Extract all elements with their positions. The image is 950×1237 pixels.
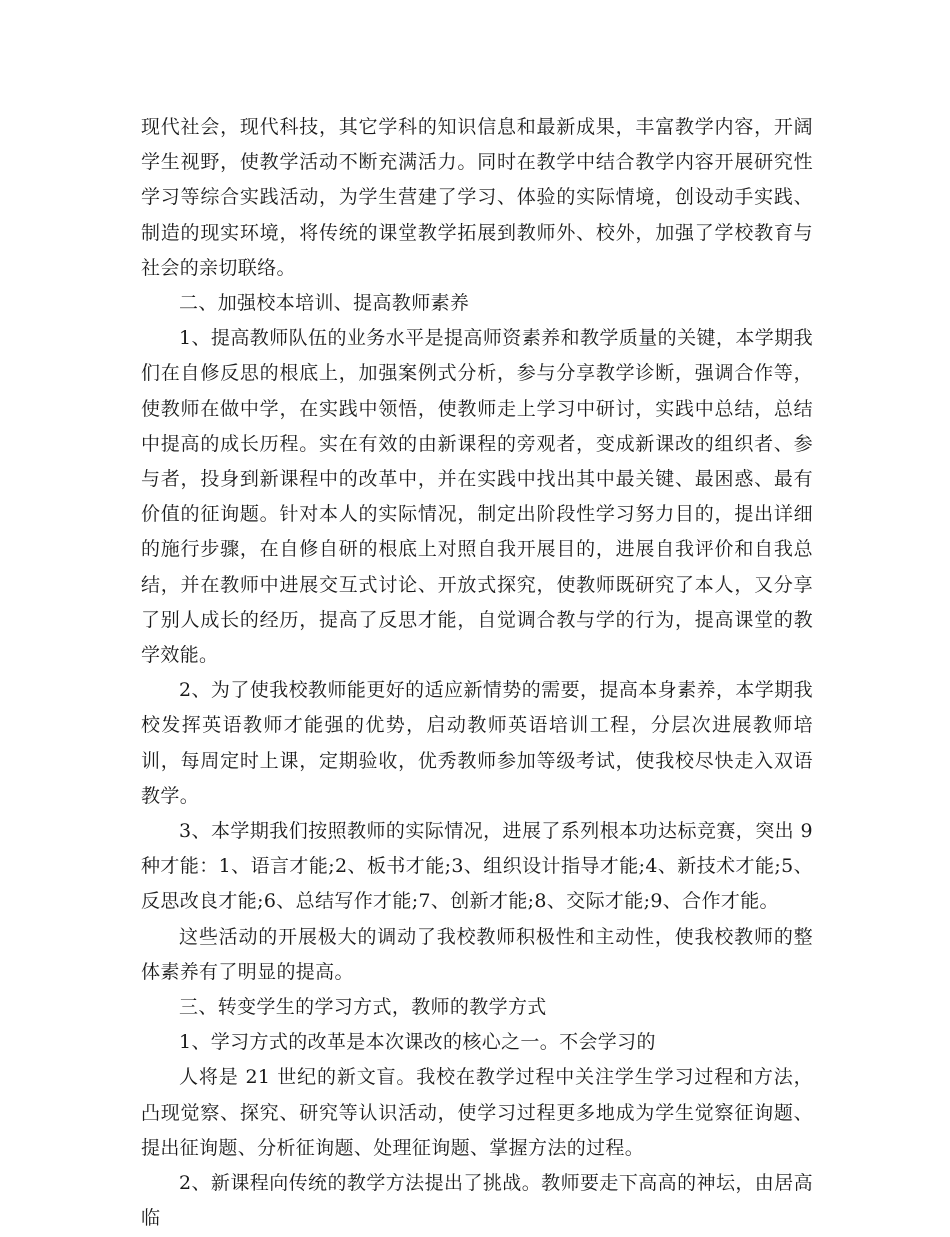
paragraph-item-3-skills-competition: 3、本学期我们按照教师的实际情况，进展了系列根本功达标竞赛，突出 9 种才能：1、语言才能;2、板书才能;3、组织设计指导才能;4、新技术才能;5、反思改良才能;6、总结写作才能;7、创新才能;8、交际才能;9、合作才能。 [141,820,813,913]
paragraph-item-2-english-training: 2、为了使我校教师能更好的适应新情势的需要，提高本身素养，本学期我校发挥英语教师才能强的优势，启动教师英语培训工程，分层次进展教师培训，每周定时上课，定期验收，优秀教师参加等级考试，使我校尽快走入双语教学。 [141,679,813,807]
document-body [141,110,813,1237]
paragraph-activities-summary: 这些活动的开展极大的调动了我校教师积极性和主动性，使我校教师的整体素养有了明显的提高。 [141,925,813,983]
paragraph-item-2-new-curriculum: 2、新课程向传统的教学方法提出了挑战。教师要走下高高的神坛，由居高临 [141,1172,813,1230]
paragraph-item-1-teacher-quality: 1、提高教师队伍的业务水平是提高师资素养和教学质量的关键，本学期我们在自修反思的根底上，加强案例式分析，参与分享教学诊断，强调合作等，使教师在做中学，在实践中领悟，使教师走上学习中研讨，实践中总结，总结中提高的成长历程。实在有效的由新课程的旁观者，变成新课改的组织者、参与者，投身到新课程中的改革中，并在实践中找出其中最关键、最困惑、最有价值的征询题。针对本人的实际情况，制定出阶段性学习努力目的，提出详细的施行步骤，在自修自研的根底上对照自我开展目的，进展自我评价和自我总结，并在教师中进展交互式讨论、开放式探究，使教师既研究了本人，又分享了别人成长的经历，提高了反思才能，自觉调合教与学的行为，提高课堂的教学效能。 [141,327,813,667]
paragraph-21st-century: 人将是 21 世纪的新文盲。我校在教学过程中关注学生学习过程和方法，凸现觉察、探究、研究等认识活动，使学习过程更多地成为学生觉察征询题、提出征询题、分析征询题、处理征询题、掌握方法的过程。 [141,1066,813,1159]
paragraph-modern-society: 现代社会，现代科技，其它学科的知识信息和最新成果，丰富教学内容，开阔学生视野，使教学活动不断充满活力。同时在教学中结合教学内容开展研究性学习等综合实践活动，为学生营建了学习、体验的实际情境，创设动手实践、制造的现实环境，将传统的课堂教学拓展到教师外、校外，加强了学校教育与社会的亲切联络。 [141,116,813,279]
paragraph-item-1-learning-reform: 1、学习方式的改革是本次课改的核心之一。不会学习的 [179,1031,656,1054]
heading-learning-methods: 三、转变学生的学习方式，教师的教学方式 [179,996,547,1019]
heading-teacher-training: 二、加强校本培训、提高教师素养 [179,292,470,315]
